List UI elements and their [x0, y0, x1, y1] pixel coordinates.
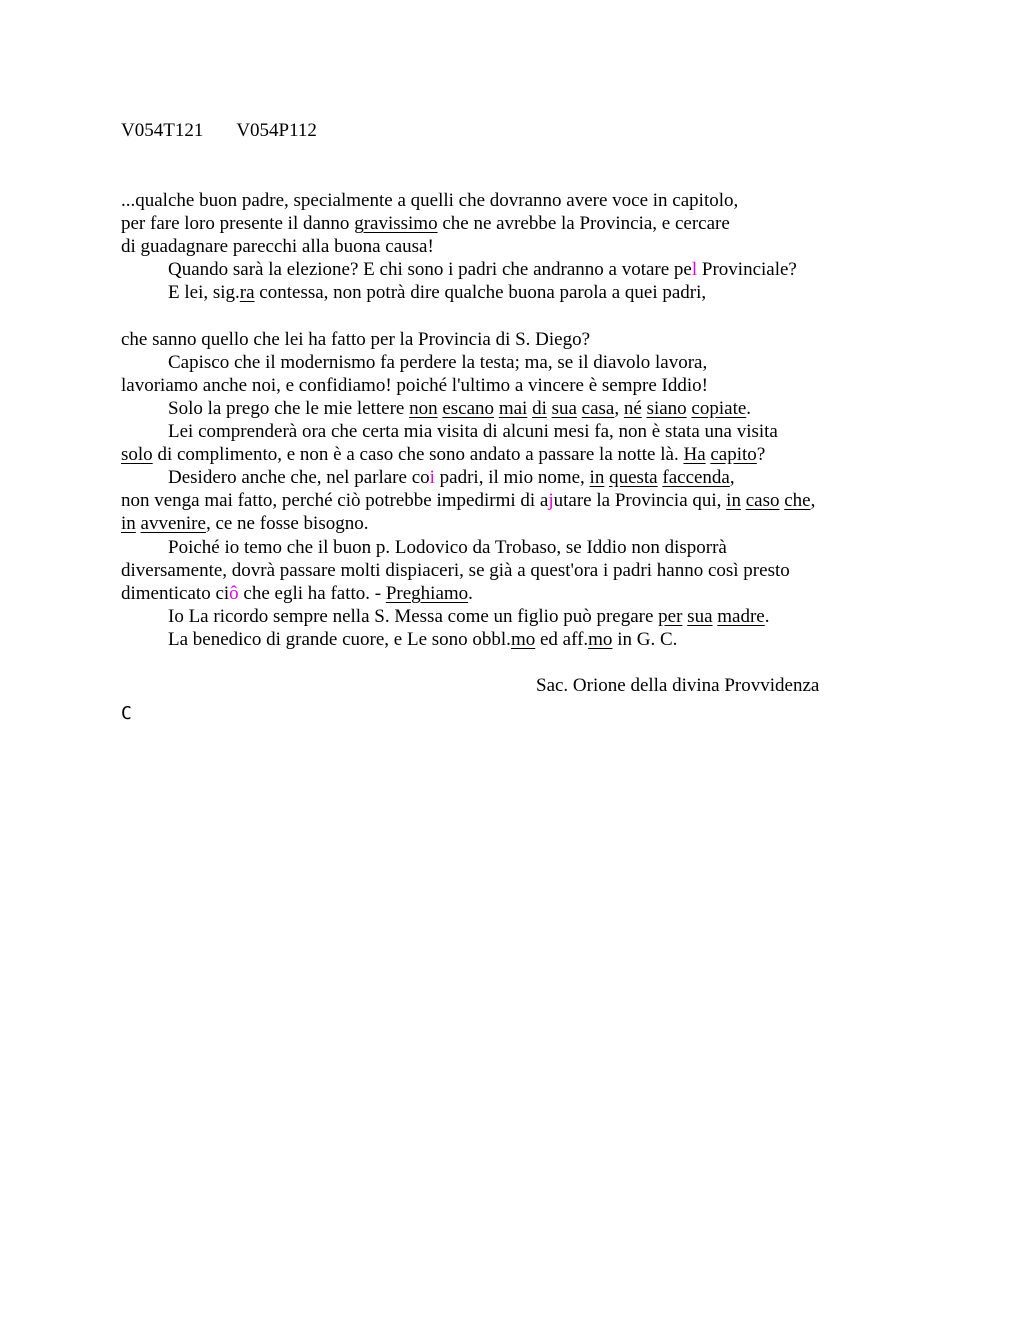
document-header [121, 120, 317, 142]
text-line-1: ...qualche buon padre, specialmente a quelli che dovranno avere voce in capitolo, [121, 190, 739, 211]
text-line-17: dimenticato ciô che egli ha fatto. - Preghiamo. [121, 583, 473, 604]
text-line-11: solo di complimento, e non è a caso che sono andato a passare la notte là. Ha capito? [121, 444, 766, 465]
text-line-7: Capisco che il modernismo fa perdere la testa; ma, se il diavolo lavora, [168, 352, 708, 373]
text-line-18: Io La ricordo sempre nella S. Messa come un figlio può pregare per sua madre. [168, 606, 770, 627]
text-line-13: non venga mai fatto, perché ciò potrebbe impedirmi di ajutare la Provincia qui, in caso che, [121, 490, 816, 511]
text-line-8: lavoriamo anche noi, e confidiamo! poiché l'ultimo a vincere è sempre Iddio! [121, 375, 708, 396]
text-line-10: Lei comprenderà ora che certa mia visita di alcuni mesi fa, non è stata una visita [168, 421, 778, 442]
text-line-2: per fare loro presente il danno gravissimo che ne avrebbe la Provincia, e cercare [121, 213, 730, 234]
text-line-12: Desidero anche che, nel parlare coi padri, il mio nome, in questa faccenda, [168, 467, 735, 488]
footer-mark: C [121, 703, 132, 724]
text-line-16: diversamente, dovrà passare molti dispiaceri, se già a quest'ora i padri hanno così presto [121, 560, 790, 581]
text-line-15: Poiché io temo che il buon p. Lodovico da Trobaso, se Iddio non disporrà [168, 537, 727, 558]
text-line-14: in avvenire, ce ne fosse bisogno. [121, 513, 369, 534]
signature: Sac. Orione della divina Provvidenza [536, 675, 820, 696]
text-line-5: E lei, sig.ra contessa, non potrà dire qualche buona parola a quei padri, [168, 282, 707, 303]
text-line-6: che sanno quello che lei ha fatto per la Provincia di S. Diego? [121, 329, 591, 350]
volume-code: V054T121 [121, 120, 204, 141]
text-line-3: di guadagnare parecchi alla buona causa! [121, 236, 434, 257]
text-line-19: La benedico di grande cuore, e Le sono obbl.mo ed aff.mo in G. C. [168, 629, 678, 650]
text-line-9: Solo la prego che le mie lettere non escano mai di sua casa, né siano copiate. [168, 398, 752, 419]
page-code: V054P112 [236, 120, 317, 141]
text-line-4: Quando sarà la elezione? E chi sono i padri che andranno a votare pel Provinciale? [168, 259, 797, 280]
